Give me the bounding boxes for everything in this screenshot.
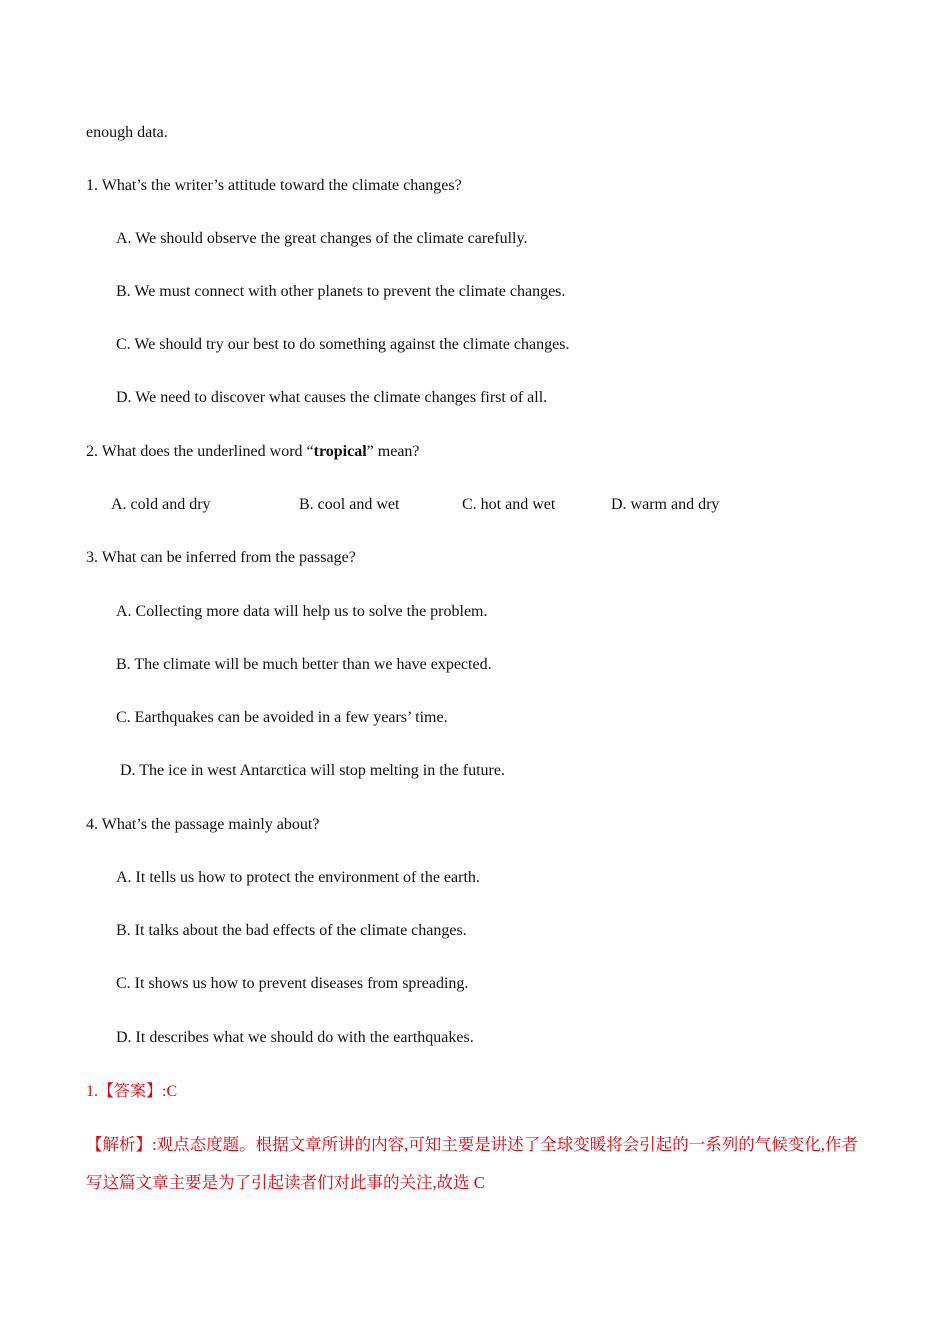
answer-analysis: 【解析】:观点态度题。根据文章所讲的内容,可知主要是讲述了全球变暖将会引起的一系列的气候变化,作者写这篇文章主要是为了引起读者们对此事的关注,故选 C [86, 1135, 858, 1192]
q3-option-d: D. The ice in west Antarctica will stop melting in the future. [120, 762, 505, 779]
intro-tail: enough data. [86, 124, 168, 141]
q4-option-d: D. It describes what we should do with the earthquakes. [116, 1029, 474, 1046]
q3-option-a: A. Collecting more data will help us to solve the problem. [116, 603, 488, 620]
q2-keyword: tropical [313, 443, 367, 460]
q4-option-b: B. It talks about the bad effects of the climate changes. [116, 922, 467, 939]
q3-option-c: C. Earthquakes can be avoided in a few years’ time. [116, 709, 448, 726]
q1-option-a: A. We should observe the great changes of the climate carefully. [116, 230, 528, 247]
q4-option-a: A. It tells us how to protect the environment of the earth. [116, 869, 480, 886]
q2-option-d: D. warm and dry [611, 496, 720, 513]
q2-text-pre: 2. What does the underlined word “ [86, 443, 314, 460]
q3-option-b: B. The climate will be much better than we have expected. [116, 656, 492, 673]
question-1: 1. What’s the writer’s attitude toward the climate changes? [86, 177, 462, 194]
q4-option-c: C. It shows us how to prevent diseases from spreading. [116, 975, 469, 992]
question-3: 3. What can be inferred from the passage? [86, 549, 356, 566]
q2-option-b: B. cool and wet [299, 496, 400, 513]
question-4: 4. What’s the passage mainly about? [86, 816, 320, 833]
q2-text-post: ” mean? [366, 443, 420, 460]
question-2 [86, 442, 420, 462]
q1-option-c: C. We should try our best to do something against the climate changes. [116, 336, 570, 353]
q1-option-b: B. We must connect with other planets to prevent the climate changes. [116, 283, 566, 300]
q2-option-a: A. cold and dry [111, 496, 211, 513]
answer-label: 1.【答案】:C [86, 1083, 178, 1100]
q2-option-c: C. hot and wet [462, 496, 556, 513]
q1-option-d: D. We need to discover what causes the climate changes first of all. [116, 389, 548, 406]
